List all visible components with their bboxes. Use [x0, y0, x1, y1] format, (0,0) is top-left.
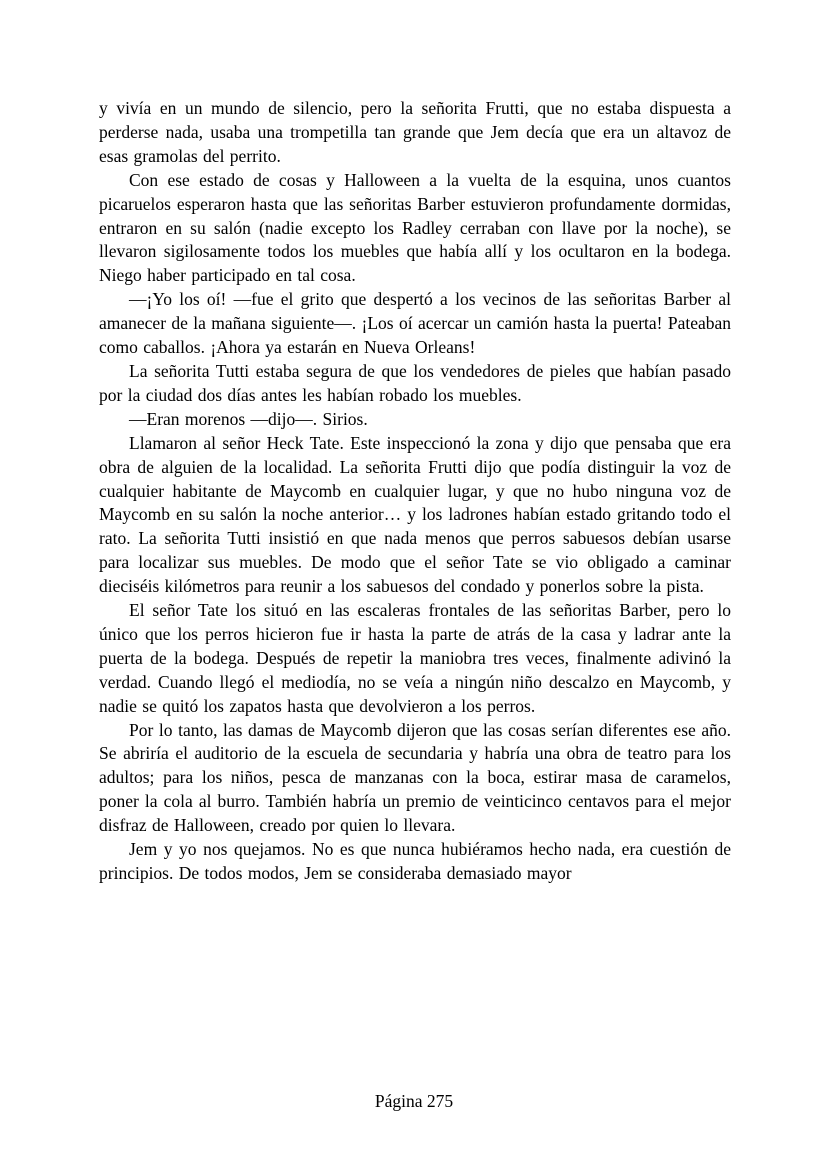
paragraph: y vivía en un mundo de silencio, pero la señorita Frutti, que no estaba dispuesta a perderse nada, usaba una trompetilla tan grande que Jem decía que era un altavoz de esas gramolas del perrito. — [99, 98, 731, 166]
paragraph: —Eran morenos —dijo—. Sirios. — [129, 408, 368, 429]
paragraph: —¡Yo los oí! —fue el grito que despertó a los vecinos de las señoritas Barber al amanecer de la mañana siguiente—. ¡Los oí acercar un camión hasta la puerta! Pateaban como caballos. ¡Ahora ya estarán en Nueva Orleans! — [99, 289, 732, 358]
page-number: Página 275 — [374, 1091, 454, 1111]
paragraph: La señorita Tutti estaba segura de que los vendedores de pieles que habían pasado por la ciudad dos días antes les habían robado los muebles. — [99, 360, 731, 405]
page-text-block — [99, 97, 731, 886]
paragraph: Con ese estado de cosas y Halloween a la vuelta de la esquina, unos cuantos picaruelos esperaron hasta que las señoritas Barber estuvieron profundamente dormidas, entraron en su salón (nadie excepto los Radley cerraban con llave por la noche), se llevaron sigilosamente todos los muebles que había allí y los ocultaron en la bodega. Niego haber participado en tal cosa. — [99, 169, 731, 286]
paragraph: Jem y yo nos quejamos. No es que nunca hubiéramos hecho nada, era cuestión de principios. De todos modos, Jem se consideraba demasiado mayor — [99, 839, 731, 883]
paragraph: Por lo tanto, las damas de Maycomb dijeron que las cosas serían diferentes ese año. Se abriría el auditorio de la escuela de secundaria y habría una obra de teatro para los adultos; para los niños, pesca de manzanas con la boca, estirar masa de caramelos, poner la cola al burro. También habría un premio de veinticinco centavos para el mejor disfraz de Halloween, creado por quien lo llevara. — [99, 719, 731, 836]
paragraph: Llamaron al señor Heck Tate. Este inspeccionó la zona y dijo que pensaba que era obra de alguien de la localidad. La señorita Frutti dijo que podía distinguir la voz de cualquier habitante de Maycomb en cualquier lugar, y que no hubo ninguna voz de Maycomb en su salón la noche anterior… y los ladrones habían estado gritando todo el rato. La señorita Tutti insistió en que nada menos que perros sabuesos debían usarse para localizar sus muebles. De modo que el señor Tate se vio obligado a caminar dieciséis kilómetros para reunir a los sabuesos del condado y ponerlos sobre la pista. — [99, 432, 731, 597]
paragraph: El señor Tate los situó en las escaleras frontales de las señoritas Barber, pero lo único que los perros hicieron fue ir hasta la parte de atrás de la casa y ladrar ante la puerta de la bodega. Después de repetir la maniobra tres veces, finalmente adivinó la verdad. Cuando llegó el mediodía, no se veía a ningún niño descalzo en Maycomb, y nadie se quitó los zapatos hasta que devolvieron a los perros. — [99, 600, 731, 716]
